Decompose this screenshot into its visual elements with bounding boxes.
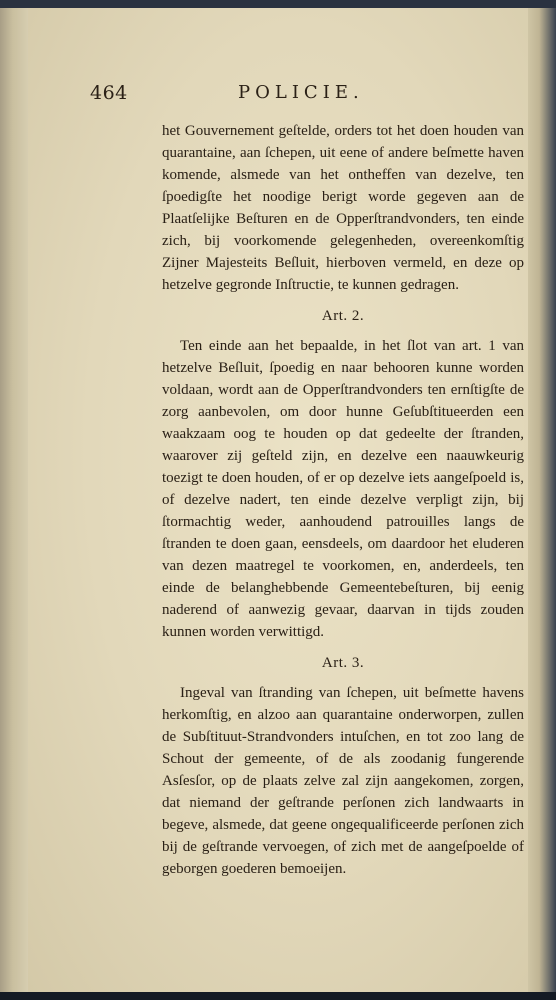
book-fore-edge (528, 8, 556, 992)
paragraph-continuation: het Gouvernement geſtelde, orders tot het doen houden van quarantaine, aan ſchepen, uit eene of andere beſmette haven komende, alsmede van het ontheffen van dezelve, ten ſpoedigſte het noodige berigt worde gegeven aan de Plaatſelijke Beſturen en de Opperſtrandvonders, ten einde zich, bij voorkomende gelegenheden, overeenkomſtig Zijner Majesteits Beſluit, hierboven vermeld, en deze op hetzelve gegronde Inſtructie, te kunnen gedragen. (162, 123, 524, 293)
book-gutter (0, 8, 28, 992)
body-text (162, 120, 524, 880)
paragraph-article-2: Ten einde aan het bepaalde, in het ſlot van art. 1 van hetzelve Beſluit, ſpoedig en naar behooren kunne worden voldaan, wordt aan de Opperſtrandvonders ten ernſtigſte de zorg aanbevolen, om door hunne Geſubſtitueerden een waakzaam oog te houden op dat gedeelte der ſtranden, waarover zij geſteld zijn, en dezelve een naauwkeurig toezigt te doen houden, of er op dezelve iets aangeſpoeld is, of dezelve nadert, ten einde dezelve verpligt zijn, bij ſtormachtig weder, aanhoudend patrouilles langs de ſtranden te doen gaan, eensdeels, om daardoor het eluderen van dezen maatregel te voorkomen, en, anderdeels, ten einde de belanghebbende Gemeentebeſturen, bij eenig naderend of aanwezig gevaar, daarvan in tijds zouden kunnen worden verwittigd. (162, 338, 524, 640)
article-heading-2: Art. 2. (321, 308, 365, 324)
article-heading-3: Art. 3. (321, 655, 365, 671)
viewer-frame-bottom (0, 992, 556, 1000)
paragraph-article-3: Ingeval van ſtranding van ſchepen, uit beſmette havens herkomſtig, en alzoo aan quarantaine onderworpen, zullen de Subſtituut-Strandvonders intuſchen, en tot zoo lang de Schout der gemeente, of de als zoodanig fungerende Asſesſor, op de plaats zelve zal zijn aangekomen, zorgen, dat niemand der geſtrande perſonen zich landwaarts in begeve, alsmede, dat geene ongequalificeerde perſonen zich bij de geſtrande vervoegen, of zich met de aangeſpoelde of geborgen goederen bemoeijen. (162, 685, 524, 877)
running-title: POLICIE. (238, 82, 364, 103)
viewer-frame-top (0, 0, 556, 8)
page-number: 464 (90, 82, 128, 104)
page-header (90, 82, 450, 106)
